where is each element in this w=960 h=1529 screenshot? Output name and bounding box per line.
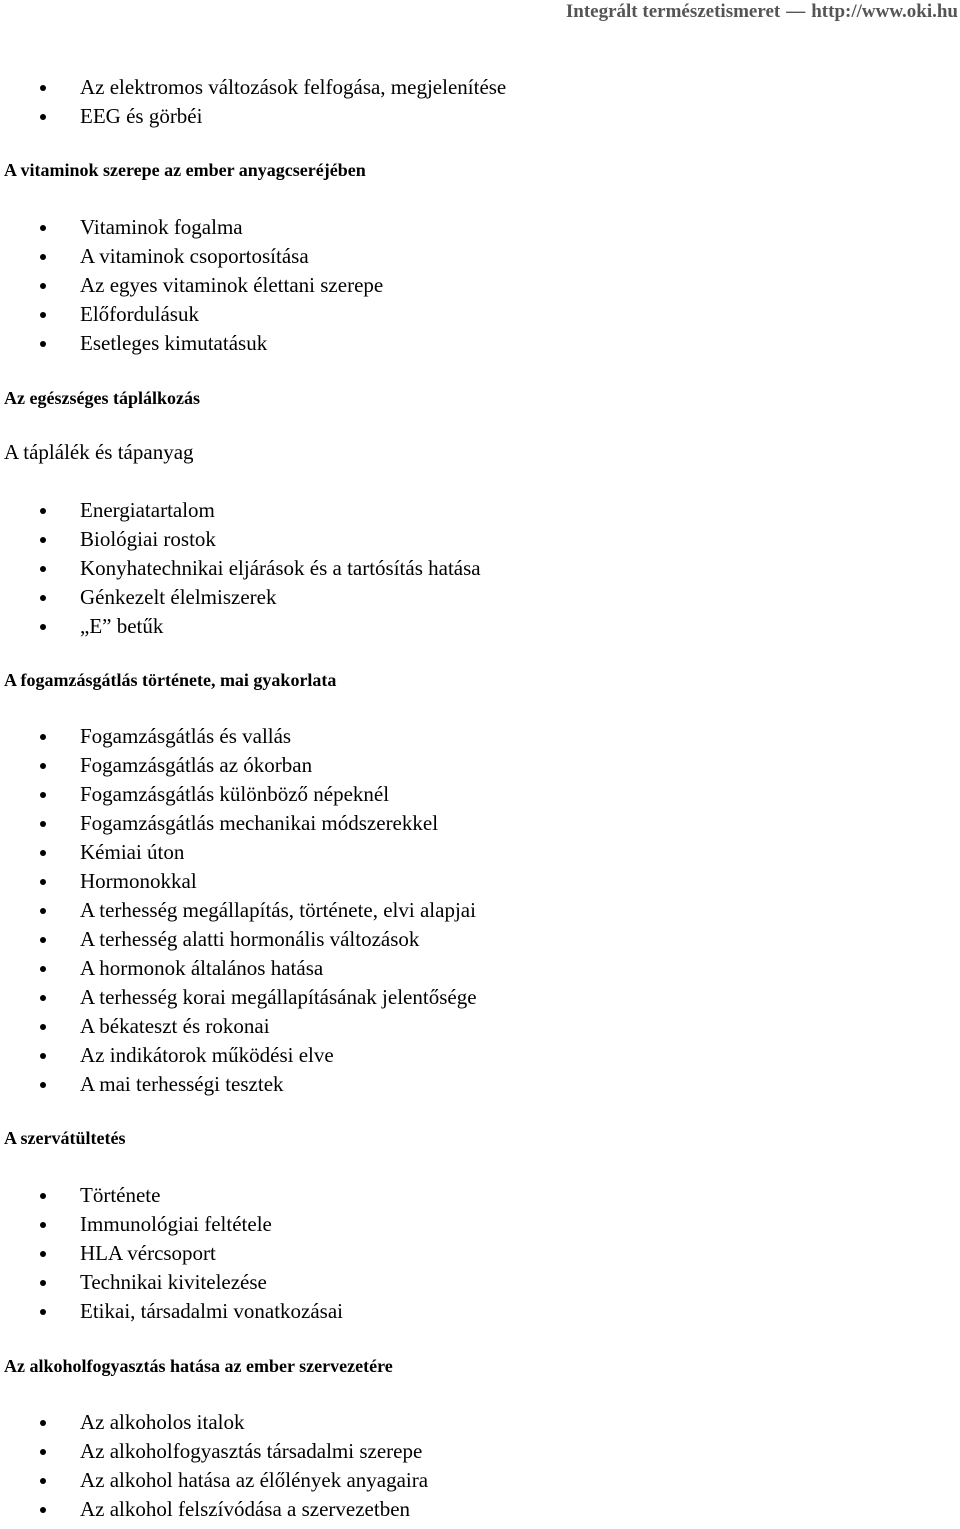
- bullet-list: [0, 1408, 960, 1524]
- list-item: Kémiai úton: [0, 838, 960, 867]
- bullet-list: [0, 722, 960, 1099]
- list-item: Az alkohol felszívódása a szervezetben: [0, 1495, 960, 1524]
- bullet-icon: [40, 566, 46, 572]
- bullet-icon: [40, 114, 46, 120]
- bullet-icon: [40, 1222, 46, 1228]
- bullet-icon: [40, 225, 46, 231]
- bullet-icon: [40, 1478, 46, 1484]
- document-body: [0, 73, 960, 1524]
- bullet-list: [0, 213, 960, 358]
- bullet-icon: [40, 537, 46, 543]
- bullet-icon: [40, 792, 46, 798]
- bullet-icon: [40, 283, 46, 289]
- header-title: Integrált természetismeret: [565, 1, 781, 22]
- list-item: A terhesség korai megállapításának jelentősége: [0, 983, 960, 1012]
- list-item: „E” betűk: [0, 612, 960, 641]
- bullet-icon: [40, 763, 46, 769]
- bullet-icon: [40, 508, 46, 514]
- list-item: Az indikátorok működési elve: [0, 1041, 960, 1070]
- bullet-icon: [40, 85, 46, 91]
- list-item: Története: [0, 1181, 960, 1210]
- page-header: [566, 0, 958, 24]
- list-item: A hormonok általános hatása: [0, 954, 960, 983]
- list-item: Biológiai rostok: [0, 525, 960, 554]
- section-heading: Az alkoholfogyasztás hatása az ember szervezetére: [4, 1356, 393, 1376]
- list-item: Az alkoholfogyasztás társadalmi szerepe: [0, 1437, 960, 1466]
- bullet-icon: [40, 1420, 46, 1426]
- list-item: Az egyes vitaminok élettani szerepe: [0, 271, 960, 300]
- bullet-icon: [40, 1507, 46, 1513]
- bullet-icon: [40, 595, 46, 601]
- bullet-icon: [40, 341, 46, 347]
- bullet-icon: [40, 908, 46, 914]
- section-heading: A szervátültetés: [4, 1128, 126, 1148]
- list-item: A terhesség megállapítás, története, elvi alapjai: [0, 896, 960, 925]
- bullet-icon: [40, 821, 46, 827]
- list-item: Vitaminok fogalma: [0, 213, 960, 242]
- section-subtitle: A táplálék és tápanyag: [4, 440, 194, 464]
- bullet-icon: [40, 1449, 46, 1455]
- list-item: Fogamzásgátlás és vallás: [0, 722, 960, 751]
- section-heading: A fogamzásgátlás története, mai gyakorlata: [4, 670, 337, 690]
- list-item: A vitaminok csoportosítása: [0, 242, 960, 271]
- bullet-list: [0, 73, 960, 131]
- list-item: Konyhatechnikai eljárások és a tartósítás hatása: [0, 554, 960, 583]
- list-item: Fogamzásgátlás mechanikai módszerekkel: [0, 809, 960, 838]
- section-heading: Az egészséges táplálkozás: [4, 388, 200, 408]
- bullet-list: [0, 496, 960, 641]
- list-item: Hormonokkal: [0, 867, 960, 896]
- bullet-icon: [40, 879, 46, 885]
- list-item: A terhesség alatti hormonális változások: [0, 925, 960, 954]
- bullet-icon: [40, 624, 46, 630]
- bullet-icon: [40, 1193, 46, 1199]
- bullet-icon: [40, 850, 46, 856]
- bullet-icon: [40, 734, 46, 740]
- list-item: Az alkoholos italok: [0, 1408, 960, 1437]
- bullet-icon: [40, 312, 46, 318]
- list-item: Energiatartalom: [0, 496, 960, 525]
- list-item: Esetleges kimutatásuk: [0, 329, 960, 358]
- header-url[interactable]: http://www.oki.hu: [811, 1, 958, 22]
- bullet-list: [0, 1181, 960, 1326]
- bullet-icon: [40, 966, 46, 972]
- bullet-icon: [40, 1280, 46, 1286]
- list-item: HLA vércsoport: [0, 1239, 960, 1268]
- list-item: Fogamzásgátlás különböző népeknél: [0, 780, 960, 809]
- bullet-icon: [40, 1251, 46, 1257]
- list-item: A békateszt és rokonai: [0, 1012, 960, 1041]
- section-heading: A vitaminok szerepe az ember anyagcseréjében: [4, 160, 366, 180]
- list-item: Előfordulásuk: [0, 300, 960, 329]
- list-item: Az elektromos változások felfogása, megjelenítése: [0, 73, 960, 102]
- list-item: Immunológiai feltétele: [0, 1210, 960, 1239]
- bullet-icon: [40, 937, 46, 943]
- list-item: Etikai, társadalmi vonatkozásai: [0, 1297, 960, 1326]
- bullet-icon: [40, 1309, 46, 1315]
- list-item: Fogamzásgátlás az ókorban: [0, 751, 960, 780]
- bullet-icon: [40, 1024, 46, 1030]
- bullet-icon: [40, 1053, 46, 1059]
- bullet-icon: [40, 995, 46, 1001]
- list-item: Az alkohol hatása az élőlények anyagaira: [0, 1466, 960, 1495]
- list-item: A mai terhességi tesztek: [0, 1070, 960, 1099]
- bullet-icon: [40, 254, 46, 260]
- list-item: Technikai kivitelezése: [0, 1268, 960, 1297]
- list-item: Génkezelt élelmiszerek: [0, 583, 960, 612]
- list-item: EEG és görbéi: [0, 102, 960, 131]
- header-separator: —: [786, 1, 806, 22]
- bullet-icon: [40, 1082, 46, 1088]
